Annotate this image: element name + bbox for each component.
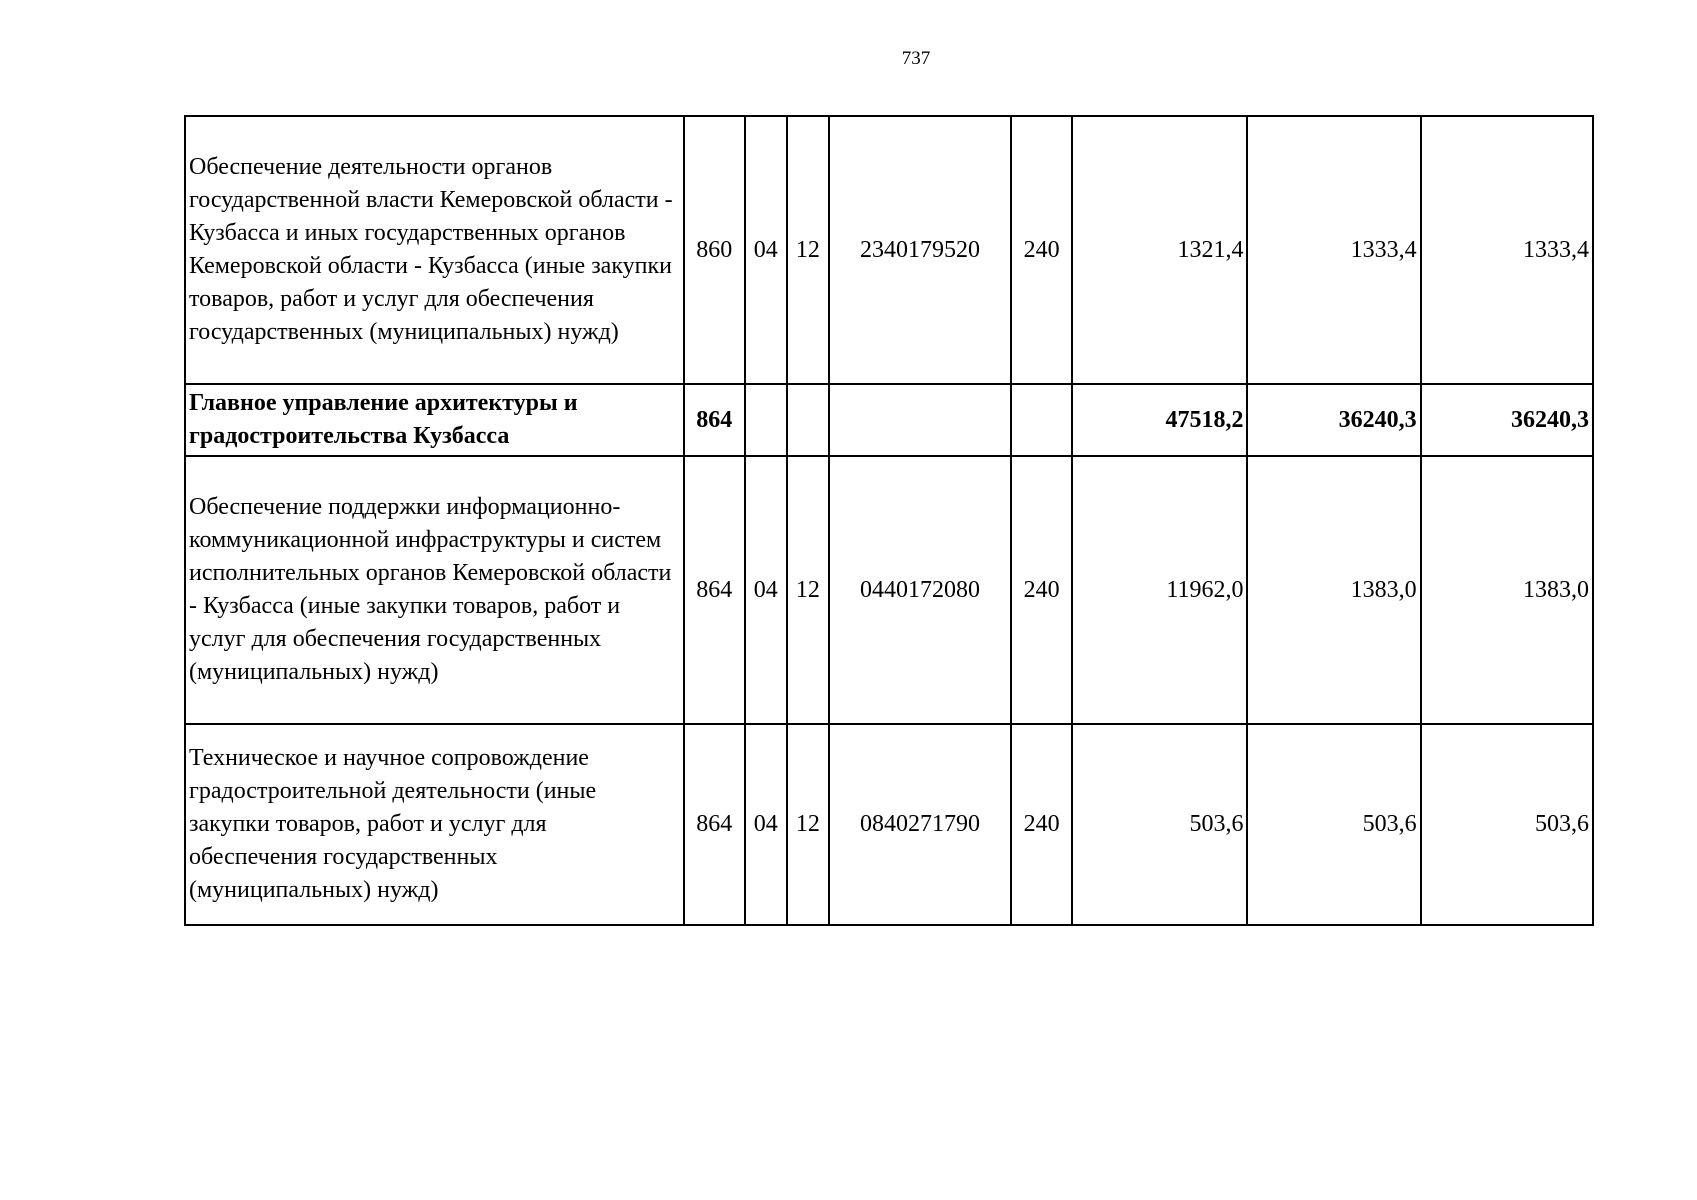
expense-type-code: 240 xyxy=(1011,116,1072,384)
expense-type-code: 240 xyxy=(1011,724,1072,925)
table-row xyxy=(185,724,1593,925)
expense-type-code: 240 xyxy=(1011,456,1072,724)
ministry-code: 864 xyxy=(684,456,745,724)
amount-2: 1333,4 xyxy=(1247,116,1420,384)
amount-1: 503,6 xyxy=(1072,724,1247,925)
table-row xyxy=(185,456,1593,724)
ministry-code: 864 xyxy=(684,724,745,925)
amount-2: 36240,3 xyxy=(1247,384,1420,456)
amount-2: 1383,0 xyxy=(1247,456,1420,724)
target-article-code xyxy=(829,384,1011,456)
page-number: 737 xyxy=(901,48,931,69)
row-name: Обеспечение деятельности органов государственной власти Кемеровской области - Кузбасса и иных государственных органов Кемеровской области - Кузбасса (иные закупки товаров, работ и услуг для обеспечения государственных (муниципальных) нужд) xyxy=(185,116,684,384)
table-row xyxy=(185,116,1593,384)
subsection-code xyxy=(787,384,829,456)
section-code: 04 xyxy=(745,724,787,925)
target-article-code: 0440172080 xyxy=(829,456,1011,724)
section-code: 04 xyxy=(745,116,787,384)
expense-type-code xyxy=(1011,384,1072,456)
row-name: Обеспечение поддержки информационно-коммуникационной инфраструктуры и систем исполнительных органов Кемеровской области - Кузбасса (иные закупки товаров, работ и услуг для обеспечения государственных (муниципальных) нужд) xyxy=(185,456,684,724)
amount-3: 503,6 xyxy=(1421,724,1593,925)
amount-1: 1321,4 xyxy=(1072,116,1247,384)
subsection-code: 12 xyxy=(787,724,829,925)
target-article-code: 2340179520 xyxy=(829,116,1011,384)
row-name: Техническое и научное сопровождение градостроительной деятельности (иные закупки товаров, работ и услуг для обеспечения государственных (муниципальных) нужд) xyxy=(185,724,684,925)
ministry-code: 864 xyxy=(684,384,745,456)
amount-1: 11962,0 xyxy=(1072,456,1247,724)
amount-1: 47518,2 xyxy=(1072,384,1247,456)
ministry-code: 860 xyxy=(684,116,745,384)
table-row xyxy=(185,384,1593,456)
target-article-code: 0840271790 xyxy=(829,724,1011,925)
amount-3: 1333,4 xyxy=(1421,116,1593,384)
subsection-code: 12 xyxy=(787,116,829,384)
amount-3: 36240,3 xyxy=(1421,384,1593,456)
budget-table xyxy=(184,115,1594,926)
section-code: 04 xyxy=(745,456,787,724)
amount-2: 503,6 xyxy=(1247,724,1420,925)
subsection-code: 12 xyxy=(787,456,829,724)
section-code xyxy=(745,384,787,456)
amount-3: 1383,0 xyxy=(1421,456,1593,724)
row-name: Главное управление архитектуры и градостроительства Кузбасса xyxy=(185,384,684,456)
